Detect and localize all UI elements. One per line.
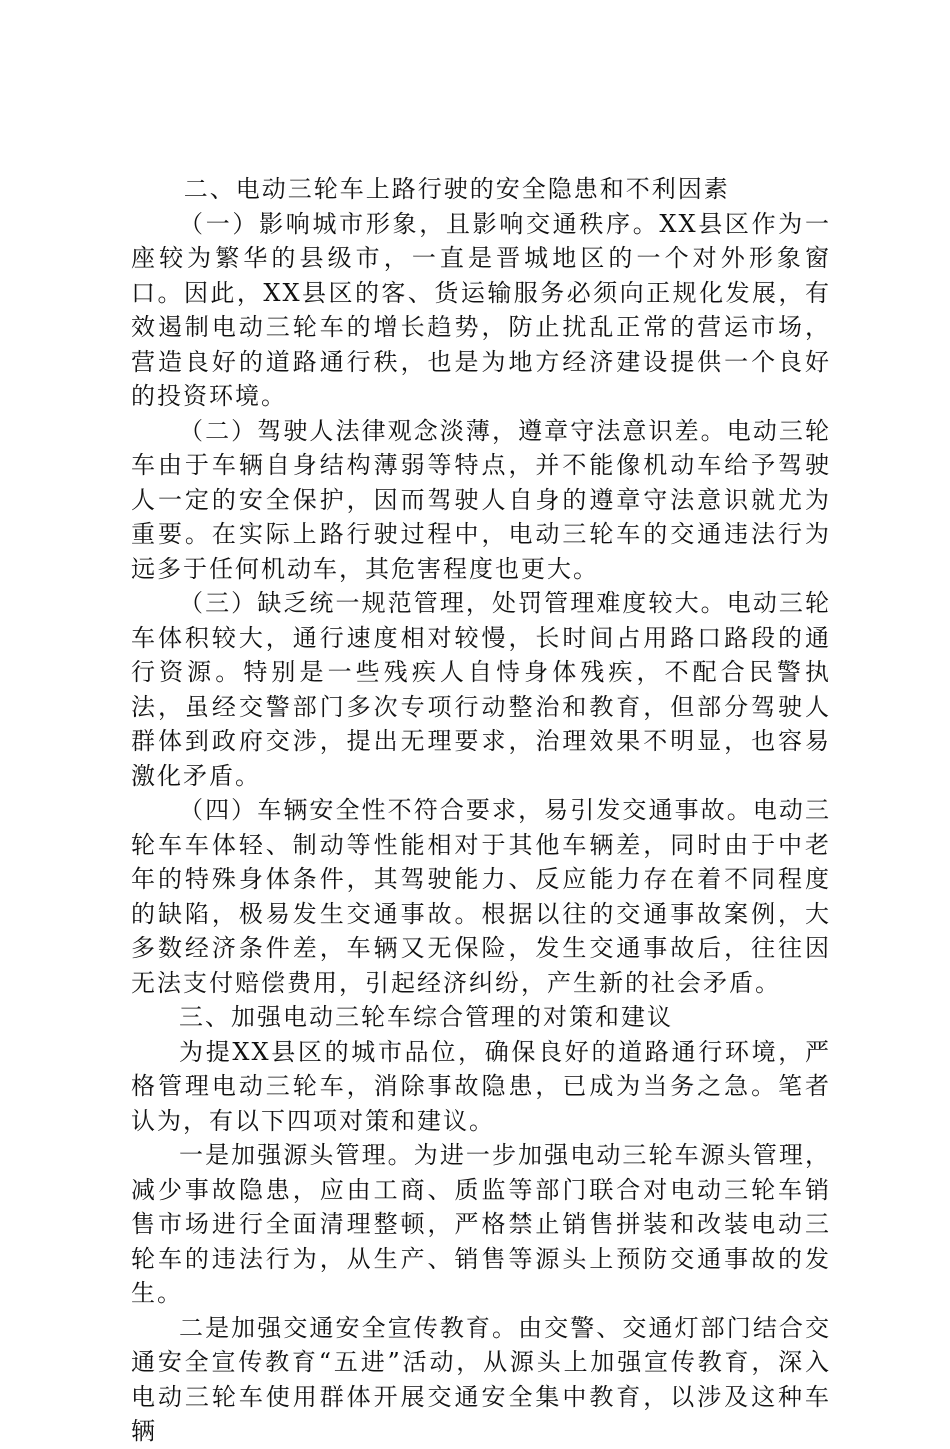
paragraph-item-4: （四）车辆安全性不符合要求，易引发交通事故。电动三轮车车体轻、制动等性能相对于其他车辆差，同时由于中老年的特殊身体条件，其驾驶能力、反应能力存在着不同程度的缺陷，极易发生交通事故。根据以往的交通事故案例，大多数经济条件差，车辆又无保险，发生交通事故后，往往因无法支付赔偿费用，引起经济纠纷，产生新的社会矛盾。 [131, 796, 831, 997]
paragraph-measure-1: 一是加强源头管理。为进一步加强电动三轮车源头管理，减少事故隐患，应由工商、质监等部门联合对电动三轮车销售市场进行全面清理整顿，严格禁止销售拼装和改装电动三轮车的违法行为，从生产、销售等源头上预防交通事故的发生。 [131, 1141, 831, 1307]
paragraph-measure-2: 二是加强交通安全宣传教育。由交警、交通灯部门结合交通安全宣传教育“五进”活动，从源头上加强宣传教育，深入电动三轮车使用群体开展交通安全集中教育，以涉及这种车辆 [131, 1313, 831, 1445]
section-heading-2: 二、电动三轮车上路行驶的安全隐患和不利因素 [183, 175, 730, 203]
section-heading-3: 三、加强电动三轮车综合管理的对策和建议 [179, 1003, 673, 1031]
paragraph-intro: 为提XX县区的城市品位，确保良好的道路通行环境，严格管理电动三轮车，消除事故隐患，已成为当务之急。笔者认为，有以下四项对策和建议。 [131, 1037, 831, 1135]
paragraph-item-2: （二）驾驶人法律观念淡薄，遵章守法意识差。电动三轮车由于车辆自身结构薄弱等特点，并不能像机动车给予驾驶人一定的安全保护，因而驾驶人自身的遵章守法意识就尤为重要。在实际上路行驶过程中，电动三轮车的交通违法行为远多于任何机动车，其危害程度也更大。 [131, 416, 831, 583]
paragraph-item-1: （一）影响城市形象，且影响交通秩序。XX县区作为一座较为繁华的县级市，一直是晋城地区的一个对外形象窗口。因此，XX县区的客、货运输服务必须向正规化发展，有效遏制电动三轮车的增长趋势，防止扰乱正常的营运市场，营造良好的道路通行秩，也是为地方经济建设提供一个良好的投资环境。 [131, 209, 831, 410]
paragraph-item-3: （三）缺乏统一规范管理，处罚管理难度较大。电动三轮车体积较大，通行速度相对较慢，长时间占用路口路段的通行资源。特别是一些残疾人自恃身体残疾，不配合民警执法，虽经交警部门多次专项行动整治和教育，但部分驾驶人群体到政府交涉，提出无理要求，治理效果不明显，也容易激化矛盾。 [131, 589, 831, 790]
document-body [131, 172, 831, 1449]
